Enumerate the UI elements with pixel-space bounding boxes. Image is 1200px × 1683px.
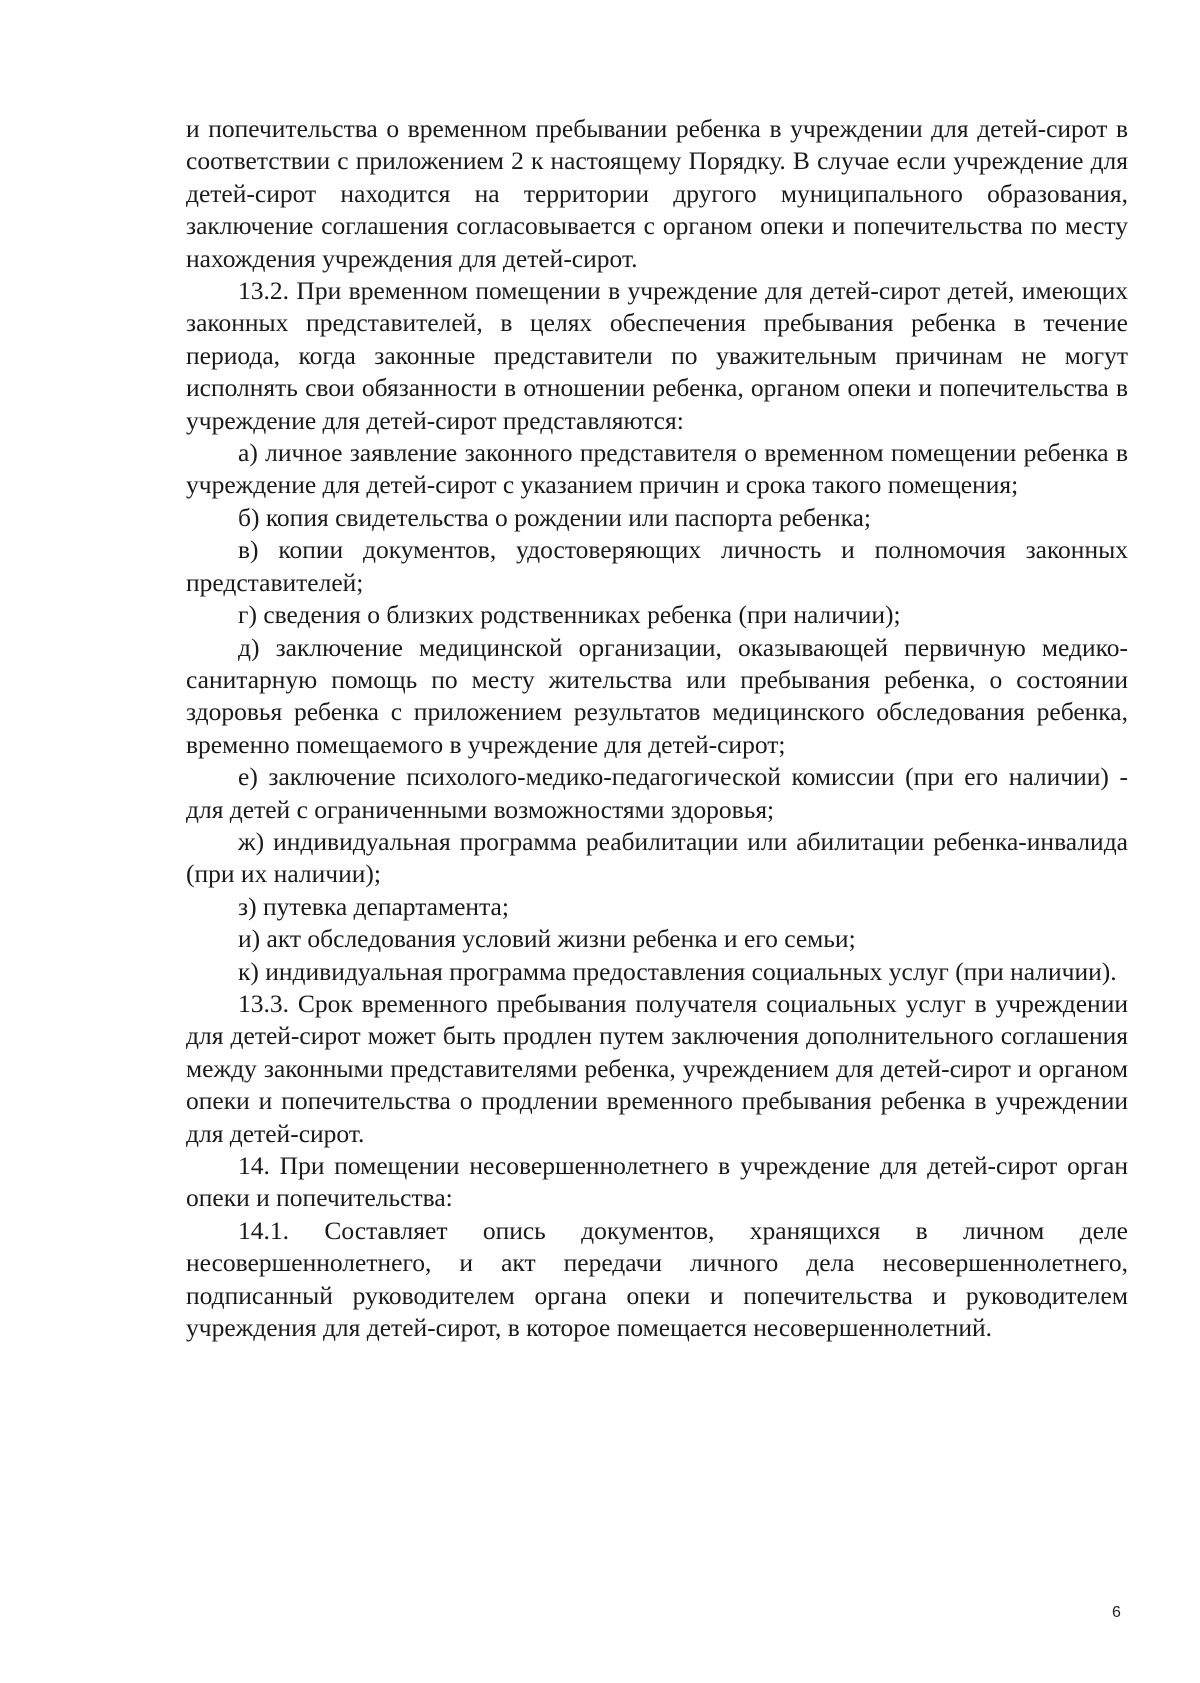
document-body	[186, 113, 1128, 1344]
paragraph-14-1: 14.1. Составляет опись документов, хранящихся в личном деле несовершеннолетнего, и акт передачи личного дела несовершеннолетнего, подписанный руководителем органа опеки и попечительства и руководителем учреждения для детей-сирот, в которое помещается несовершеннолетний.	[186, 1215, 1128, 1343]
list-item-z: з) путевка департамента;	[238, 891, 509, 921]
list-item-e: е) заключение психолого-медико-педагогической комиссии (при его наличии) - для детей с ограниченными возможностями здоровья;	[186, 762, 1128, 824]
list-item-zh: ж) индивидуальная программа реабилитации или абилитации ребенка-инвалида (при их наличии);	[186, 826, 1128, 889]
list-item-b: б) копия свидетельства о рождении или паспорта ребенка;	[238, 502, 871, 532]
list-item-i: и) акт обследования условий жизни ребенка и его семьи;	[238, 924, 856, 954]
list-item-d: д) заключение медицинской организации, оказывающей первичную медико-санитарную помощь по месту жительства или пребывания ребенка, о состоянии здоровья ребенка с приложением результатов медицинского обследования ребенка, временно помещаемого в учреждение для детей-сирот;	[186, 632, 1128, 759]
paragraph-continuation: и попечительства о временном пребывании ребенка в учреждении для детей-сирот в соответствии с приложением 2 к настоящему Порядку. В случае если учреждение для детей-сирот находится на территории другого муниципального образования, заключение соглашения согласовывается с органом опеки и попечительства по месту нахождения учреждения для детей-сирот.	[186, 114, 1128, 273]
paragraph-14: 14. При помещении несовершеннолетнего в учреждение для детей-сирот орган опеки и попечительства:	[186, 1151, 1128, 1213]
page-number: 6	[1112, 1604, 1121, 1621]
list-item-k: к) индивидуальная программа предоставления социальных услуг (при наличии).	[238, 956, 1117, 986]
paragraph-13-2: 13.2. При временном помещении в учреждение для детей-сирот детей, имеющих законных представителей, в целях обеспечения пребывания ребенка в течение периода, когда законные представители по уважительным причинам не могут исполнять свои обязанности в отношении ребенка, органом опеки и попечительства в учреждение для детей-сирот представляются:	[186, 276, 1128, 435]
list-item-a: а) личное заявление законного представителя о временном помещении ребенка в учреждение для детей-сирот с указанием причин и срока такого помещения;	[186, 438, 1128, 500]
paragraph-13-3: 13.3. Срок временного пребывания получателя социальных услуг в учреждении для детей-сирот может быть продлен путем заключения дополнительного соглашения между законными представителями ребенка, учреждением для детей-сирот и органом опеки и попечительства о продлении временного пребывания ребенка в учреждении для детей-сирот.	[186, 988, 1128, 1148]
list-item-g: г) сведения о близких родственниках ребенка (при наличии);	[238, 600, 901, 630]
list-item-v: в) копии документов, удостоверяющих личность и полномочия законных представителей;	[186, 535, 1128, 597]
